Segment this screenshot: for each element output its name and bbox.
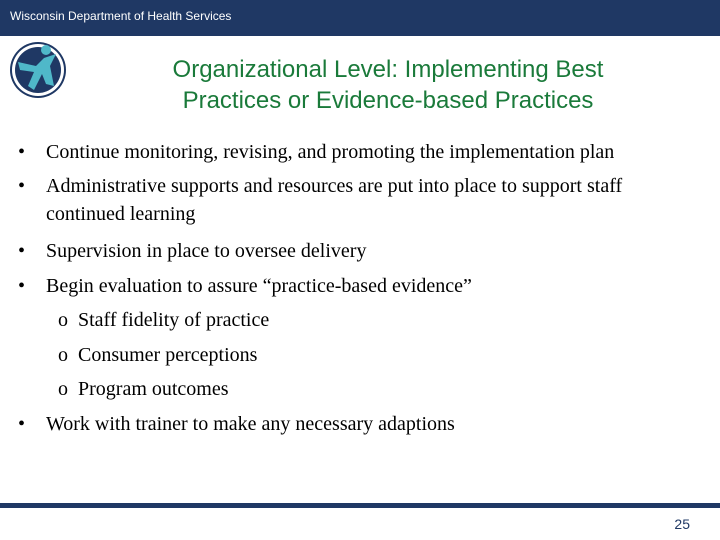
sub-bullet-circle-icon: o — [58, 309, 68, 331]
footer-bar — [0, 503, 720, 508]
bullet-dot-icon: • — [18, 141, 26, 163]
title-line-2: Practices or Evidence-based Practices — [182, 87, 594, 114]
org-name: Wisconsin Department of Health Services — [10, 9, 232, 23]
sub-bullet-item: o Program outcomes — [18, 372, 698, 407]
bullet-list — [18, 138, 698, 441]
sub-bullet-circle-icon: o — [58, 343, 68, 366]
bullet-dot-icon: • — [18, 240, 26, 262]
sub-bullet-circle-icon: o — [58, 378, 68, 400]
bullet-item: • Work with trainer to make any necessary adaptions — [18, 407, 698, 442]
bullet-dot-icon: • — [18, 175, 26, 197]
header-bar — [0, 0, 720, 36]
page-number: 25 — [674, 516, 690, 532]
person-figure-logo-icon — [6, 36, 70, 100]
bullet-item: • Continue monitoring, revising, and promoting the implementation plan — [18, 138, 698, 166]
bullet-item: • Administrative supports and resources are put into place to support staff continued learning — [18, 172, 698, 228]
bullet-item: • Begin evaluation to assure “practice-based evidence” — [18, 269, 698, 304]
title-line-1: Organizational Level: Implementing Best — [172, 56, 604, 83]
sub-bullet-item: o Consumer perceptions — [18, 338, 698, 373]
bullet-item: • Supervision in place to oversee delivery — [18, 234, 698, 269]
bullet-dot-icon: • — [18, 274, 26, 297]
slide-title — [100, 54, 676, 116]
sub-bullet-item: o Staff fidelity of practice — [18, 303, 698, 338]
bullet-dot-icon: • — [18, 412, 26, 435]
